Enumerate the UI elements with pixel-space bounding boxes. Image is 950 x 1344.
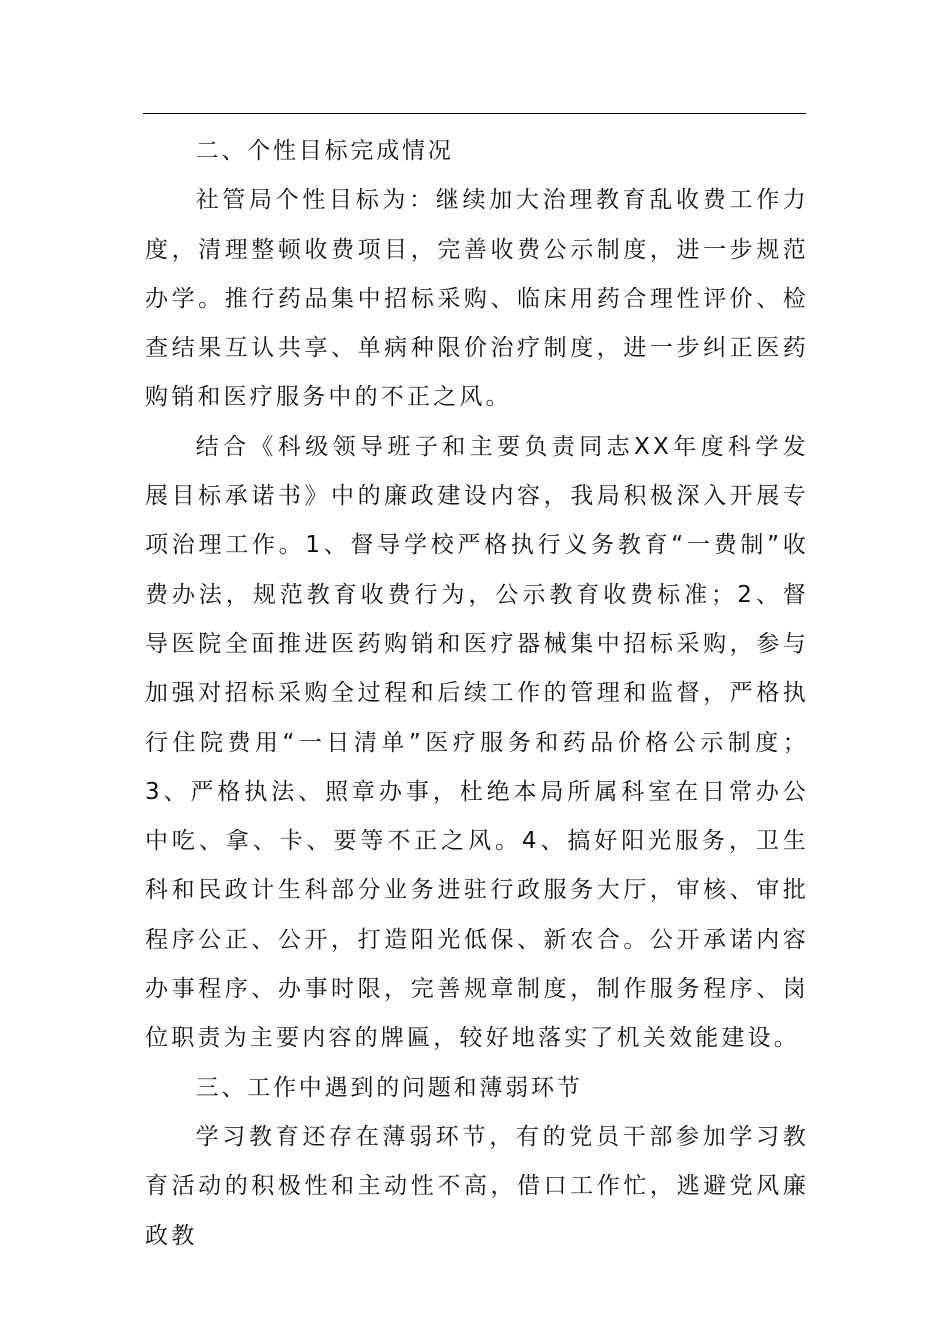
document-body <box>145 127 809 1261</box>
header-rule <box>143 113 806 114</box>
section-heading-2: 二、个性目标完成情况 <box>195 138 454 164</box>
paragraph-problems: 学习教育还存在薄弱环节，有的党员干部参加学习教育活动的积极性和主动性不高，借口工作忙，逃避党风廉政教 <box>145 1123 809 1249</box>
paragraph-special-governance: 结合《科级领导班子和主要负责同志XX年度科学发展目标承诺书》中的廉政建设内容，我局积极深入开展专项治理工作。1、督导学校严格执行义务教育“一费制”收费办法，规范教育收费行为，公示教育收费标准；2、督导医院全面推进医药购销和医疗器械集中招标采购，参与加强对招标采购全过程和后续工作的管理和监督，严格执行住院费用“一日清单”医疗服务和药品价格公示制度；3、严格执法、照章办事，杜绝本局所属科室在日常办公中吃、拿、卡、要等不正之风。4、搞好阳光服务，卫生科和民政计生科部分业务进驻行政服务大厅，审核、审批程序公正、公开，打造阳光低保、新农合。公开承诺内容办事程序、办事时限，完善规章制度，制作服务程序、岗位职责为主要内容的牌匾，较好地落实了机关效能建设。 <box>145 433 809 1052</box>
section-heading-3: 三、工作中遇到的问题和薄弱环节 <box>195 1074 583 1101</box>
paragraph-personal-goals: 社管局个性目标为：继续加大治理教育乱收费工作力度，清理整顿收费项目，完善收费公示制度，进一步规范办学。推行药品集中招标采购、临床用药合理性评价、检查结果互认共享、单病种限价治疗制度，进一步纠正医药购销和医疗服务中的不正之风。 <box>145 187 809 411</box>
